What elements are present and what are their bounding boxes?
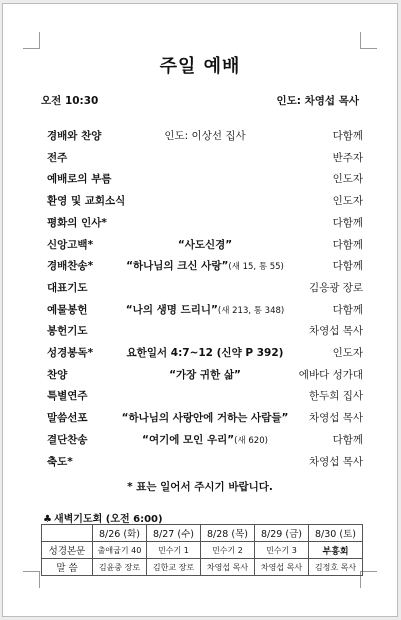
order-item-label: 경배찬송*: [47, 260, 94, 273]
order-item-responsible: 다함께: [332, 433, 363, 446]
table-cell: 김한교 장로: [147, 559, 201, 576]
order-item-detail: [47, 128, 363, 143]
order-item: [47, 345, 363, 365]
order-item-label: 경배와 찬양: [47, 130, 102, 142]
order-item: [47, 388, 363, 408]
order-item-label: 성경봉독*: [47, 347, 94, 359]
order-item-responsible: 한두희 집사: [308, 390, 363, 403]
order-item-title: 인도: 이상선 집사: [164, 130, 246, 142]
table-cell: 차영섭 목사: [255, 559, 309, 576]
table-row: [42, 542, 363, 559]
order-item-responsible: 차영섭 목사: [308, 412, 363, 425]
order-item-label: 평화의 인사*: [47, 216, 107, 229]
order-item: [47, 454, 363, 474]
order-item-responsible: 차영섭 목사: [308, 455, 363, 468]
order-item-label: 말씀선포: [47, 412, 88, 425]
row-header: 말 씀: [42, 559, 93, 576]
order-item-label: 예물봉헌: [47, 303, 88, 316]
hymn-number: (새 620): [234, 435, 268, 446]
order-item-title: “사도신경”: [177, 238, 233, 251]
order-item-responsible: 다함께: [332, 216, 363, 229]
table-cell: 민수기 3: [255, 542, 309, 559]
order-item-title: “나의 생명 드리니”: [125, 303, 218, 316]
crop-mark-top-left: [23, 32, 40, 49]
order-item-title: 요한일서 4:7~12 (신약 P 392): [126, 347, 284, 359]
day-header: 8/28 (목): [201, 525, 255, 542]
order-item-title: “가장 귀한 삶”: [169, 368, 241, 381]
dawn-prayer-table: [41, 524, 363, 576]
order-item-detail: [47, 432, 363, 447]
table-cell: 김윤중 장로: [93, 559, 147, 576]
order-item-responsible: 차영섭 목사: [308, 325, 363, 338]
crop-mark-bottom-left: [23, 571, 40, 588]
table-header-row: [42, 525, 363, 542]
order-item-responsible: 다함께: [332, 130, 363, 142]
order-item: [47, 150, 363, 170]
table-cell: 출애굽기 40: [93, 542, 147, 559]
order-item-label: 결단찬송: [47, 433, 88, 446]
table-cell: 민수기 2: [201, 542, 255, 559]
table-cell: 민수기 1: [147, 542, 201, 559]
table-row: [42, 559, 363, 576]
order-item-title: “하나님의 사랑안에 거하는 사람들”: [121, 412, 289, 425]
order-item-responsible: 다함께: [332, 238, 363, 251]
order-item-responsible: 인도자: [332, 195, 363, 208]
table-cell: 차영섭 목사: [201, 559, 255, 576]
order-item-label: 대표기도: [47, 281, 88, 294]
order-item-label: 신앙고백*: [47, 238, 94, 251]
order-item-label: 전주: [47, 151, 68, 164]
dawn-prayer-heading: [43, 510, 163, 525]
order-item-title: “여기에 모인 우리”: [142, 433, 235, 446]
service-leader: 인도: 차영섭 목사: [276, 95, 359, 107]
order-item: [47, 215, 363, 235]
order-item: [47, 193, 363, 213]
crop-mark-top-right: [360, 32, 377, 49]
order-item-title: “하나님의 크신 사랑”: [126, 260, 229, 273]
order-item: [47, 258, 363, 278]
order-item: [47, 302, 363, 322]
order-item: [47, 432, 363, 452]
order-item-label: 특별연주: [47, 390, 88, 403]
service-time: 오전 10:30: [41, 95, 99, 107]
order-item-label: 환영 및 교회소식: [47, 195, 126, 208]
order-item-responsible: 반주자: [332, 151, 363, 164]
table-corner-cell: [42, 525, 93, 542]
table-cell: 부흥회: [309, 542, 363, 559]
order-item-detail: [47, 258, 363, 273]
table-cell: 김정호 목사: [309, 559, 363, 576]
order-item-responsible: 김응광 장로: [308, 281, 363, 294]
order-item: [47, 367, 363, 387]
order-item-label: 축도*: [47, 455, 73, 468]
order-item-responsible: 다함께: [332, 260, 363, 273]
order-item: [47, 280, 363, 300]
bulletin-page: [2, 3, 398, 617]
hymn-number: (새 213, 통 348): [217, 305, 285, 316]
order-item-responsible: 인도자: [332, 347, 363, 359]
order-item-label: 예배로의 부름: [47, 173, 112, 186]
order-item: [47, 171, 363, 191]
standing-note: * 표는 일어서 주시기 바랍니다.: [127, 481, 273, 493]
order-item-detail: [47, 237, 363, 252]
day-header: 8/29 (금): [255, 525, 309, 542]
order-item-responsible: 인도자: [332, 173, 363, 186]
order-item: [47, 410, 363, 430]
day-header: 8/30 (토): [309, 525, 363, 542]
order-item-responsible: 다함께: [332, 303, 363, 316]
order-item-label: 찬양: [47, 368, 68, 381]
order-item-detail: [47, 345, 363, 360]
order-item: [47, 237, 363, 257]
day-header: 8/26 (화): [93, 525, 147, 542]
day-header: 8/27 (수): [147, 525, 201, 542]
dawn-prayer-title: 새벽기도회 (오전 6:00): [53, 514, 163, 525]
row-header: 성경본문: [42, 542, 93, 559]
hymn-number: (새 15, 통 55): [228, 262, 284, 273]
order-item-detail: [47, 302, 363, 317]
order-item-label: 봉헌기도: [47, 325, 88, 338]
order-item: [47, 128, 363, 148]
club-icon: ♣: [43, 514, 52, 525]
order-item: [47, 323, 363, 343]
order-item-responsible: 에바다 성가대: [298, 368, 363, 381]
page-title: 주일 예배: [159, 56, 241, 77]
